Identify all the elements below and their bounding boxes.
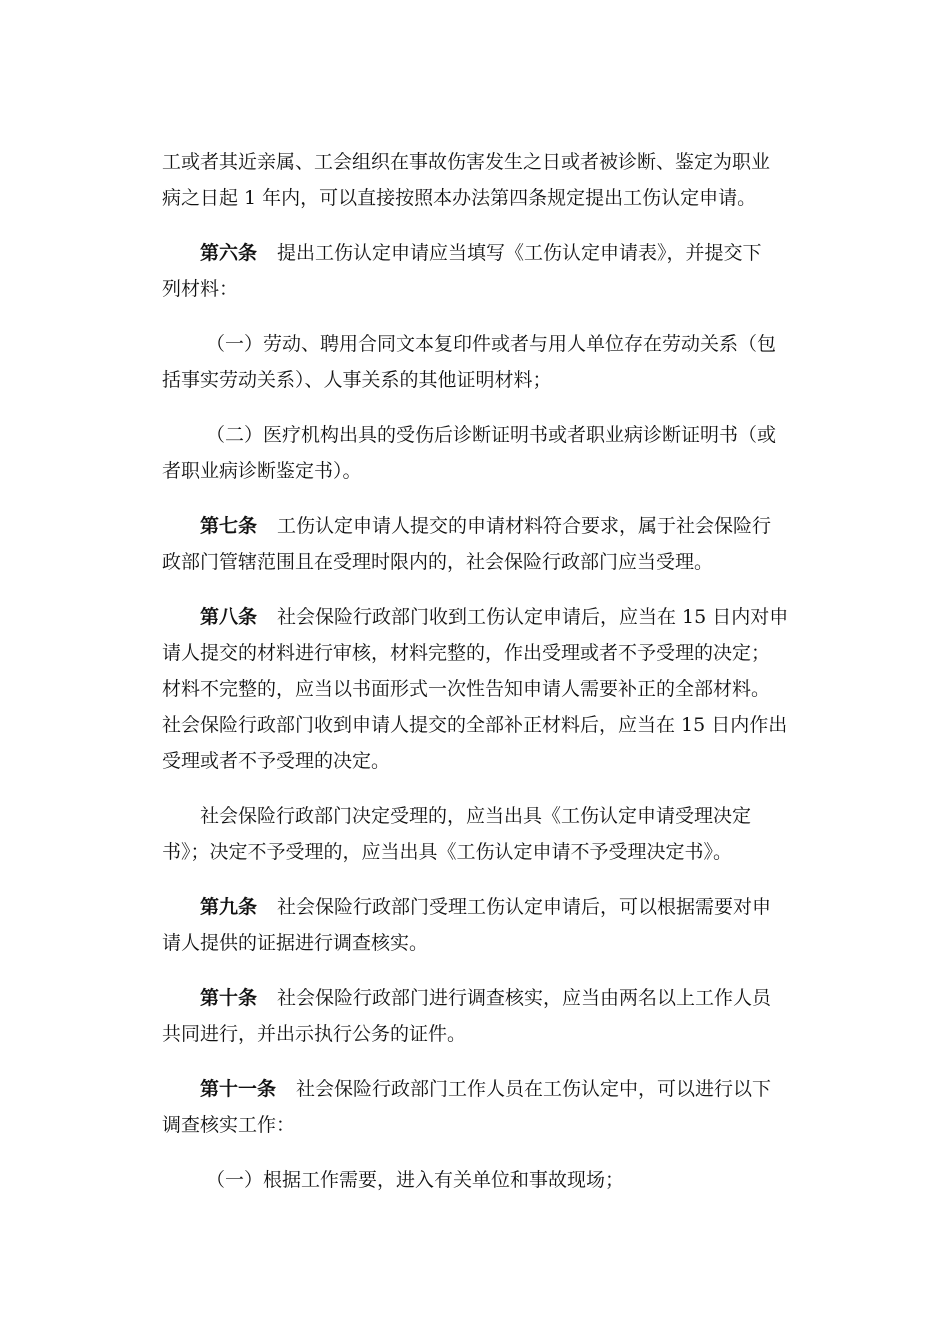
article-heading: 第十一条 xyxy=(200,1078,277,1100)
text-line: 括事实劳动关系）、人事关系的其他证明材料； xyxy=(162,369,552,391)
paragraph-line: 社会保险行政部门决定受理的，应当出具《工伤认定申请受理决定 xyxy=(200,805,752,827)
article-text: 社会保险行政部门收到工伤认定申请后，应当在 15 日内对申 xyxy=(277,606,789,628)
article-heading: 第七条 xyxy=(200,515,258,537)
article-text: 工伤认定申请人提交的申请材料符合要求，属于社会保险行 xyxy=(277,515,772,537)
text-line: 病之日起 1 年内，可以直接按照本办法第四条规定提出工伤认定申请。 xyxy=(162,187,757,209)
document-body xyxy=(162,144,789,1198)
article-10 xyxy=(162,980,782,1016)
text-line: 书》；决定不予受理的，应当出具《工伤认定申请不予受理决定书》。 xyxy=(162,841,733,863)
article-heading: 第八条 xyxy=(200,606,258,628)
list-item: （一）根据工作需要，进入有关单位和事故现场； xyxy=(206,1169,625,1191)
article-heading: 第九条 xyxy=(200,896,258,918)
text-line: 政部门管辖范围且在受理时限内的，社会保险行政部门应当受理。 xyxy=(162,551,714,573)
article-8 xyxy=(162,599,789,635)
article-11 xyxy=(162,1071,782,1107)
article-heading: 第十条 xyxy=(200,987,258,1009)
article-text: 社会保险行政部门工作人员在工伤认定中，可以进行以下 xyxy=(296,1078,772,1100)
article-9 xyxy=(162,889,782,925)
list-item: （二）医疗机构出具的受伤后诊断证明书或者职业病诊断证明书（或 xyxy=(206,424,777,446)
text-line: 社会保险行政部门收到申请人提交的全部补正材料后，应当在 15 日内作出 xyxy=(162,714,788,736)
article-text: 提出工伤认定申请应当填写《工伤认定申请表》，并提交下 xyxy=(277,242,762,264)
text-line: 请人提供的证据进行调查核实。 xyxy=(162,932,429,954)
text-line: 材料不完整的，应当以书面形式一次性告知申请人需要补正的全部材料。 xyxy=(162,678,771,700)
text-line: 者职业病诊断鉴定书）。 xyxy=(162,460,362,482)
article-7 xyxy=(162,508,782,544)
text-line: 工或者其近亲属、工会组织在事故伤害发生之日或者被诊断、鉴定为职业 xyxy=(162,151,771,173)
text-line: 列材料： xyxy=(162,278,239,300)
article-heading: 第六条 xyxy=(200,242,258,264)
text-line: 请人提交的材料进行审核，材料完整的，作出受理或者不予受理的决定； xyxy=(162,642,771,664)
text-line: 受理或者不予受理的决定。 xyxy=(162,750,391,772)
article-text: 社会保险行政部门进行调查核实，应当由两名以上工作人员 xyxy=(277,987,772,1009)
text-line: 共同进行，并出示执行公务的证件。 xyxy=(162,1023,467,1045)
text-line: 调查核实工作： xyxy=(162,1114,296,1136)
article-6 xyxy=(162,235,782,271)
article-text: 社会保险行政部门受理工伤认定申请后，可以根据需要对申 xyxy=(277,896,772,918)
list-item: （一）劳动、聘用合同文本复印件或者与用人单位存在劳动关系（包 xyxy=(206,333,777,355)
